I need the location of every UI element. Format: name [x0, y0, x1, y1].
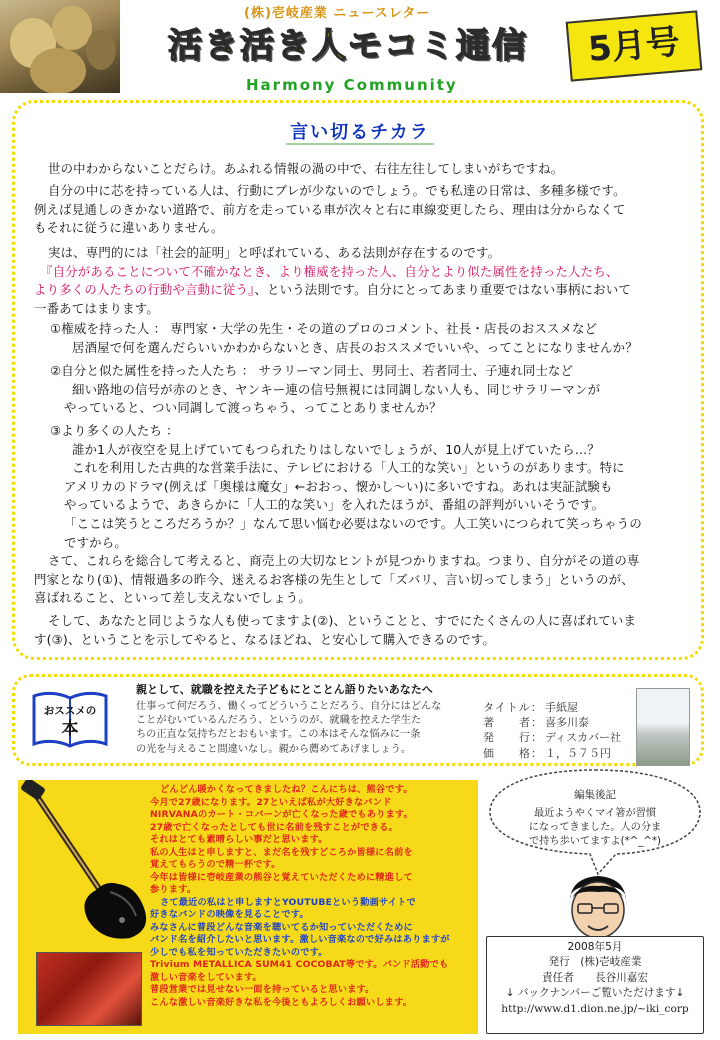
- message-line: みなさんに普段どんな音楽を聴いてるか知っていただくために: [150, 921, 413, 933]
- list-item-detail: 居酒屋で何を選んだらいいかわからないとき、店長のおススメでいいや、ってことになりませんか？: [72, 339, 638, 355]
- book-info-publisher: [483, 730, 621, 745]
- publisher-info: [486, 940, 704, 1017]
- article-title-text: 言い切るチカラ: [286, 122, 434, 145]
- editor-portrait-illustration: [560, 872, 636, 942]
- issue-badge: 5月号: [566, 10, 703, 81]
- list-item-detail: やっていると、つい同調して渡っちゃう、ってことありませんか？: [64, 400, 442, 416]
- message-line: どんどん暖かくなってきましたね？こんにちは、熊谷です。: [160, 784, 413, 795]
- newsletter-subtitle: Harmony Community: [246, 76, 458, 94]
- paragraph-line: す(③)、ということを示してやると、なるほどね、と安心して購入できるのです。: [34, 631, 496, 647]
- website-url: http://www.d1.dion.ne.jp/~iki_corp: [501, 1002, 689, 1015]
- open-book-icon: [30, 688, 110, 752]
- book-info-value: 喜多川泰: [545, 716, 589, 730]
- paragraph-line: 自分の中に芯を持っている人は、行動にブレが少ないのでしょう。でも私達の日常は、多種多様です。: [48, 183, 626, 198]
- article-paragraph-2: [34, 182, 626, 238]
- responsible-editor: 責任者 長谷川嘉宏: [542, 971, 648, 984]
- message-line: それはとても素晴らしい事だと思います。: [150, 834, 328, 845]
- paragraph-line: [34, 281, 631, 300]
- book-info-value: 手紙屋: [545, 701, 578, 714]
- paragraph-line: 門家となり(①)、情報過多の昨今、迷えるお客様の先生として「ズバリ、言い切ってしまう」というのが、: [34, 571, 634, 587]
- message-line: 少しでも私を知っていただきたいのです。: [150, 946, 328, 958]
- newsletter-title: 活き活き人モコミ通信: [168, 26, 528, 66]
- editor-note-title: 編集後記: [574, 789, 616, 801]
- list-item-heading: ③より多くの人たち ：: [50, 423, 179, 438]
- paragraph-line: 例えば見通しのきかない道路で、前方を走っている車が次々と右に車線変更したら、理由は分からなくて: [34, 201, 626, 217]
- paragraph-line: 実は、専門的には「社会的証明」と呼ばれている、ある法則が存在するのです。: [48, 245, 501, 260]
- list-item-similar: [50, 362, 600, 418]
- highlight-text: より多くの人たちの行動や言動に従う』: [34, 282, 255, 298]
- back-number-note: ↓ バックナンバーご覧いただけます↓: [505, 987, 685, 1000]
- book-info-key: 発 行：: [483, 731, 543, 745]
- paragraph-line: そして、あなたと同じような人も使ってますよ(②)、ということと、すでにたくさんの人に喜ばれていま: [48, 613, 637, 628]
- cheetah-photo: [0, 0, 120, 93]
- book-info-value: ディスカバー社: [545, 731, 622, 745]
- list-item-majority: [50, 422, 642, 552]
- list-item-heading: ②自分と似た属性を持った人たち ： サラリーマン同士、男同士、若者同士、子連れ同士など: [50, 363, 574, 378]
- list-item-authority: [50, 320, 638, 357]
- editor-note-line: 最近ようやくマイ箸が習慣: [533, 808, 657, 819]
- message-line: 好きなバンドの映像を見ることです。: [150, 909, 309, 920]
- article-paragraph-5: [34, 612, 636, 649]
- bass-guitar-image: [18, 780, 158, 952]
- book-badge-line1: おススメの: [43, 705, 97, 717]
- book-description: [136, 700, 441, 757]
- book-info-title: [483, 700, 621, 715]
- highlight-line: 『自分があることについて不確かなとき、より権威を持った人、自分とより似た属性を持った人たち、: [40, 263, 619, 279]
- book-badge-line2: 本: [61, 719, 79, 739]
- book-headline: 親として、就職を控えた子どもにとことん語りたいあなたへ: [136, 683, 433, 696]
- article-paragraph-4: [34, 552, 640, 608]
- message-line: さて最近の私はと申しますとYOUTUBEという動画サイトで: [160, 896, 416, 908]
- message-line: Trivium METALLICA SUM41 COCOBAT等です。バンド活動でも: [150, 959, 449, 970]
- message-line: 今月で27歳になります。27といえば私が大好きなバンド: [150, 796, 392, 808]
- message-line: 普段営業では見せない一面を持っていると思います。: [150, 984, 375, 995]
- book-info-author: [483, 715, 621, 730]
- list-item-detail: 細い路地の信号が赤のとき、ヤンキー連の信号無視には同調しない人も、同じサラリーマンが: [72, 381, 601, 397]
- paragraph-line: 一番あてはまります。: [34, 300, 159, 316]
- list-item-detail: アメリカのドラマ(例えば「奥様は魔女」←おおっ、懐かし～い)に多いですね。あれは実証試験も: [64, 478, 613, 494]
- message-line: バンド名を紹介したいと思います。激しい音楽なので好みはありますが: [150, 934, 450, 945]
- article-title: [0, 118, 720, 144]
- staff-message-text: [150, 784, 450, 1009]
- book-info-key: タイトル：: [483, 701, 543, 714]
- message-line: 激しい音楽をしています。: [150, 971, 262, 983]
- book-info-key: 著 者：: [483, 716, 543, 730]
- editor-note-text: [486, 807, 704, 849]
- message-line: 27歳で亡くなったとしても世に名前を残すことができる。: [150, 821, 398, 833]
- issue-date: 2008年5月: [567, 941, 623, 953]
- message-line: 私の人生はと申しますと、まだ名を残すどころか皆様に名前を: [150, 846, 413, 858]
- book-description-line: ことがむいているんだろう、というのが、就職を控えた学生た: [136, 715, 422, 727]
- book-info-price: [483, 746, 621, 761]
- message-line: 今年は皆様に壱岐産業の熊谷と覚えていただくために精進して: [150, 871, 413, 883]
- book-info: [483, 700, 621, 761]
- book-description-line: ちの正直な気持ちだとおもいます。この本はそんな悩みに一条: [136, 729, 421, 741]
- live-performance-photo: [36, 952, 142, 1026]
- publisher-name: 発行 (株)壱岐産業: [548, 956, 642, 969]
- paragraph-line: もそれに従うに違いありません。: [34, 220, 224, 236]
- paragraph-line: さて、これらを総合して考えると、商売上の大切なヒントが見つかりますね。つまり、自分がその道の専: [48, 553, 640, 568]
- book-description-line: の光を与えること間違いなし。親から薦めてあげましょう。: [136, 743, 412, 755]
- editor-note-line: で持ち歩いてますよ(*^_^*): [529, 836, 661, 847]
- message-line: こんな激しい音楽好きな私を今後ともよろしくお願いします。: [150, 996, 413, 1008]
- list-item-detail: ですから。: [64, 534, 127, 550]
- list-item-detail: これを利用した古典的な営業手法に、テレビにおける「人工的な笑い」というのがあります。特に: [72, 460, 625, 476]
- list-item-detail: 誰か1人が夜空を見上げていてもつられたりはしないでしょうが、10人が見上げていたら…？: [72, 441, 600, 457]
- book-cover-image: [636, 688, 690, 766]
- book-info-key: 価 格：: [483, 746, 543, 760]
- message-line: 覚えてもらうので精一杯です。: [150, 859, 281, 870]
- article-paragraph-1: 世の中わからないことだらけ。あふれる情報の渦の中で、右往左往してしまいがちですね。: [48, 161, 564, 176]
- book-info-value: １，５７５円: [545, 746, 611, 760]
- list-item-heading: ①権威を持った人 ： 専門家・大学の先生・その道のプロのコメント、社長・店長のおススメなど: [50, 321, 598, 336]
- list-item-detail: 「ここは笑うところだろうか？」なんて思い悩む必要はないのです。人工笑いにつられて笑っちゃうの: [64, 515, 642, 531]
- book-description-line: 仕事って何だろう、働くってどういうことだろう、自分にはどんな: [136, 701, 442, 712]
- company-label: (株)壱岐産業 ニュースレター: [244, 6, 431, 21]
- paragraph-text: 、という法則です。自分にとってあまり重要ではない事柄において: [254, 282, 631, 298]
- list-item-detail: やっているようで、あきらかに「人工的な笑い」を入れたほうが、番組の評判がいいそうです。: [64, 497, 605, 513]
- message-line: NIRVANAのカート・コバーンが亡くなった歳でもあります。: [150, 809, 413, 820]
- article-paragraph-3: [34, 244, 631, 318]
- paragraph-line: 喜ばれること、といって差し支えないでしょう。: [34, 590, 311, 606]
- message-line: 参ります。: [150, 884, 197, 895]
- editor-note-line: になってきました。人の分ま: [528, 822, 662, 833]
